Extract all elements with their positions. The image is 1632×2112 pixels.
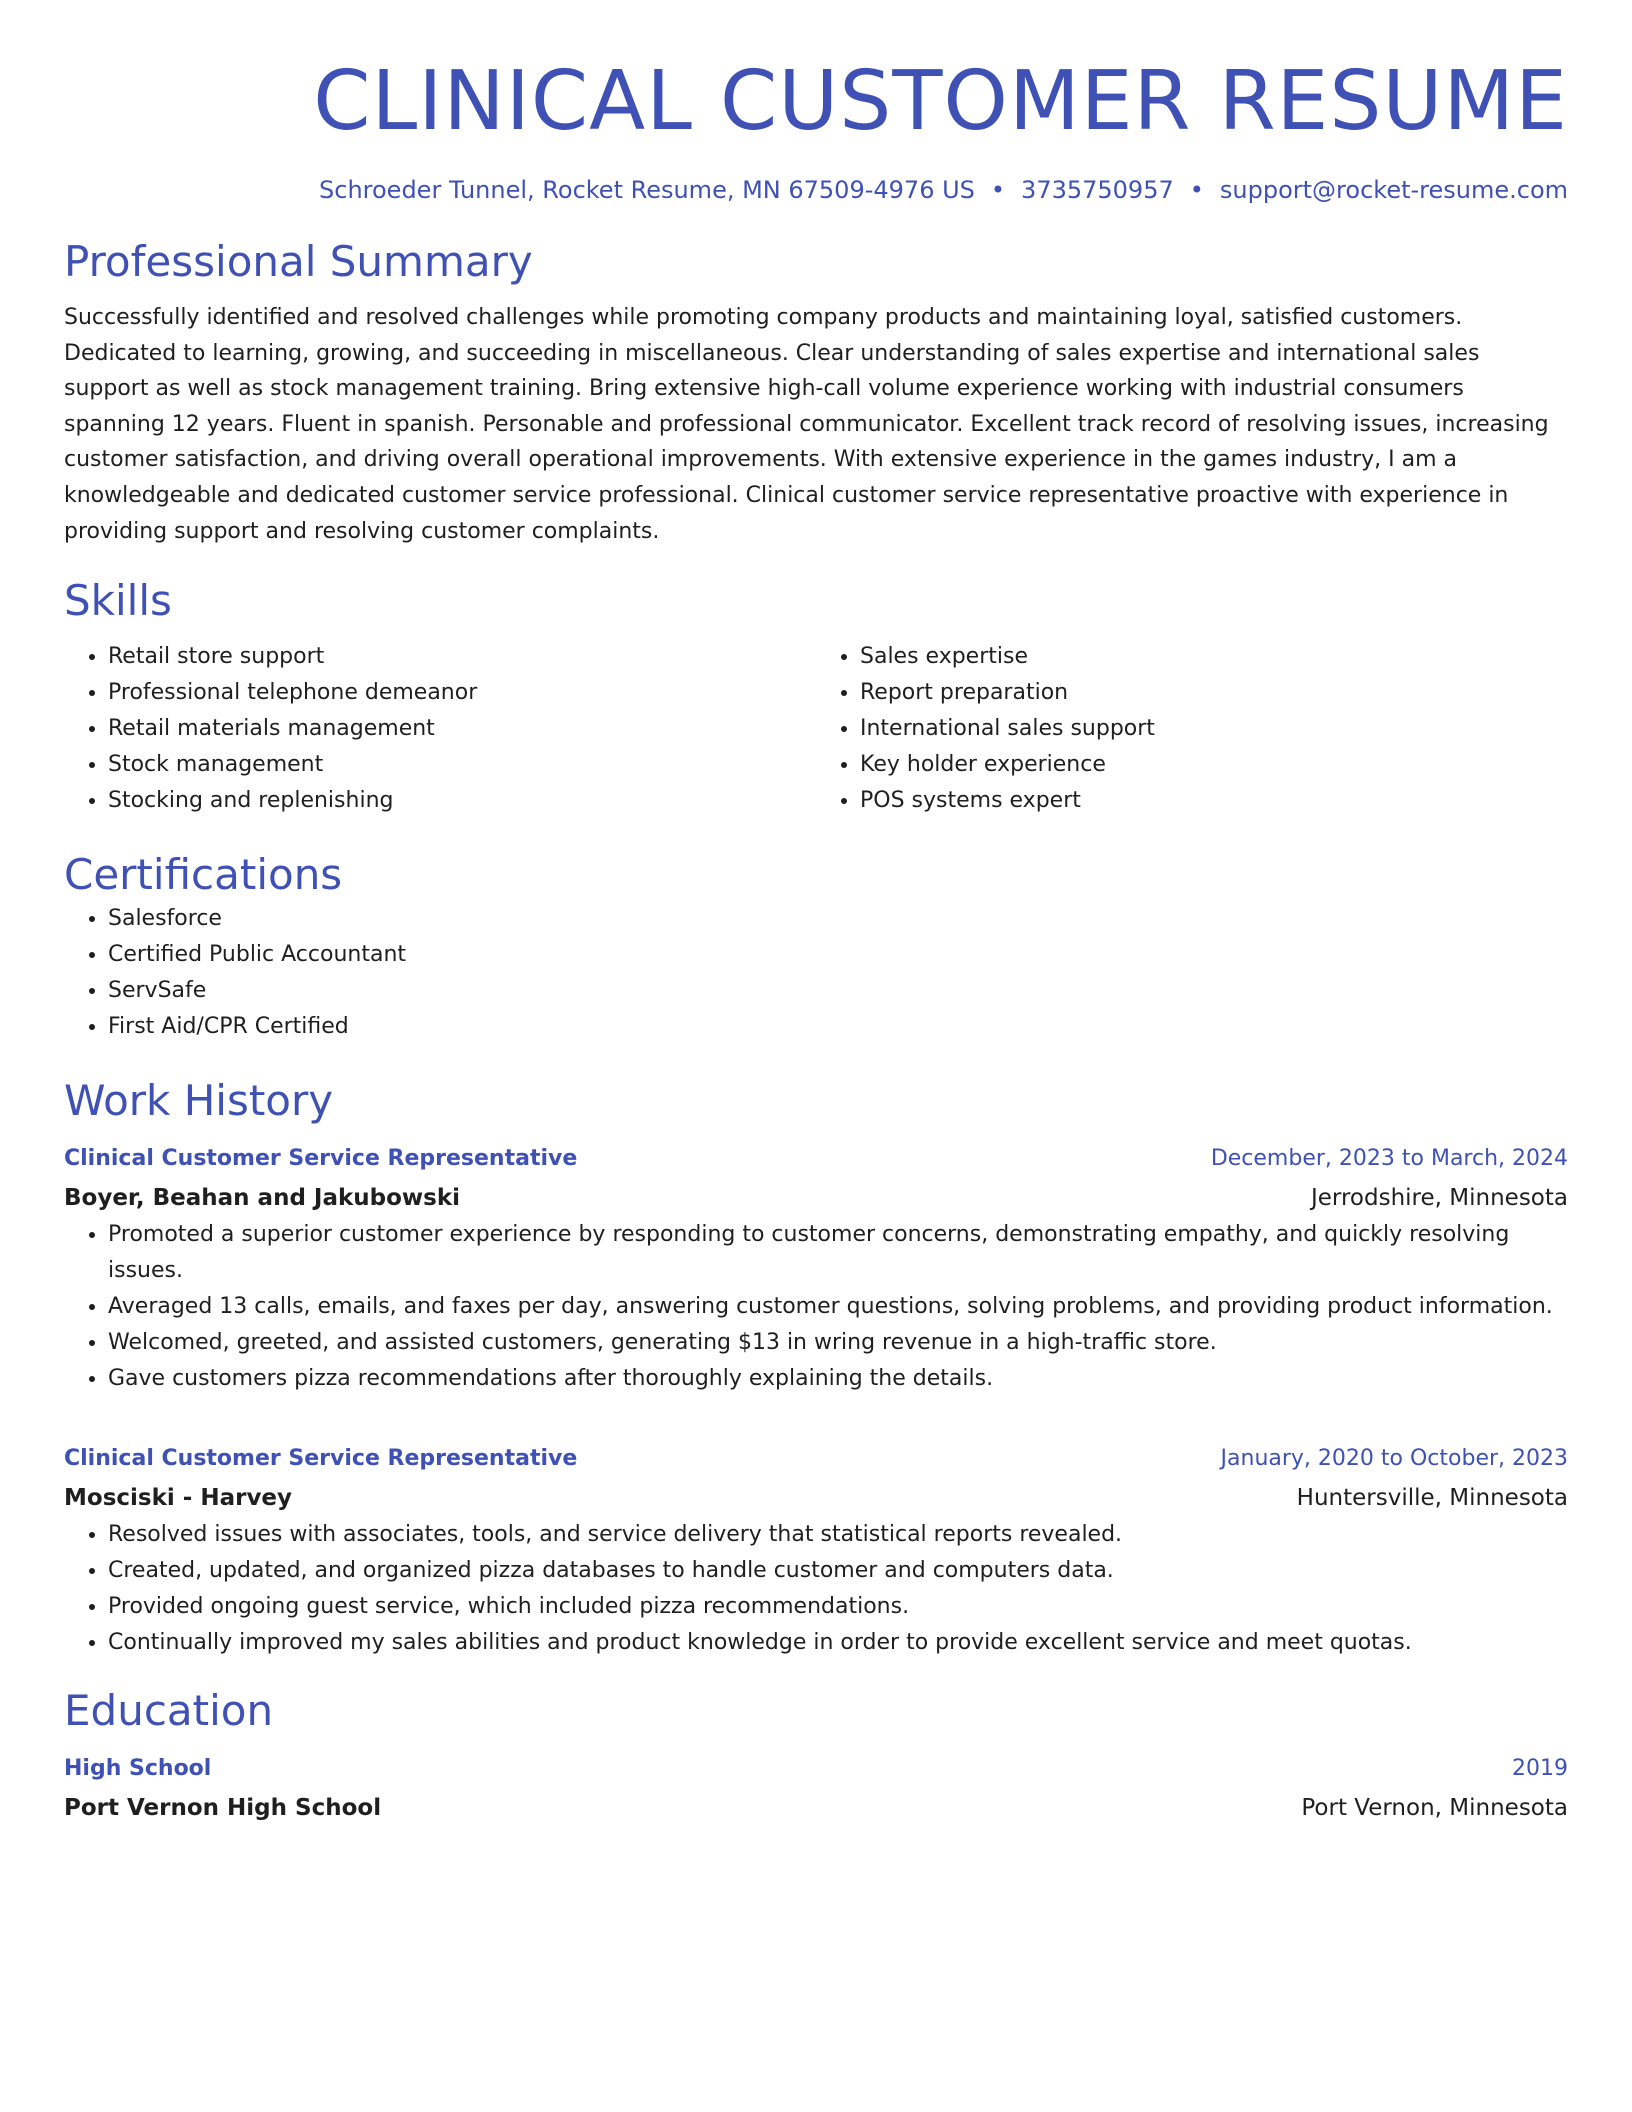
skill-item: • Stock management <box>108 747 816 783</box>
skill-item: • Sales expertise <box>860 639 1568 675</box>
job-title: Clinical Customer Service Representative <box>64 1446 578 1472</box>
job-company: Mosciski - Harvey <box>64 1485 293 1512</box>
certification-item: • First Aid/CPR Certified <box>108 1009 1568 1045</box>
education-degree-row <box>64 1749 1568 1789</box>
job-bullet: • Provided ongoing guest service, which included pizza recommendations. <box>108 1589 1568 1625</box>
skills-heading: Skills <box>64 576 172 626</box>
job-bullet: • Resolved issues with associates, tools, and service delivery that statistical reports revealed. <box>108 1517 1568 1553</box>
job-title-row <box>64 1139 1568 1179</box>
education-school-row <box>64 1789 1568 1827</box>
education-school: Port Vernon High School <box>64 1795 382 1822</box>
skill-item: • Stocking and replenishing <box>108 783 816 819</box>
skills-list-left <box>64 639 816 819</box>
job-title-row <box>64 1439 1568 1479</box>
skill-item: • International sales support <box>860 711 1568 747</box>
contact-email: support@rocket-resume.com <box>1219 176 1568 204</box>
certifications-list <box>64 901 1568 1045</box>
job-location: Jerrodshire, Minnesota <box>1311 1185 1568 1212</box>
education-degree: High School <box>64 1756 212 1782</box>
job-entry <box>64 1139 1568 1397</box>
skill-item: • POS systems expert <box>860 783 1568 819</box>
contact-line <box>64 174 1568 206</box>
job-company-row <box>64 1479 1568 1517</box>
summary-heading: Professional Summary <box>64 237 533 286</box>
work-history-heading: Work History <box>64 1076 334 1126</box>
resume-header <box>64 0 1568 206</box>
education-entry <box>64 1749 1568 1827</box>
contact-phone: 3735750957 <box>1021 176 1174 204</box>
job-dates: December, 2023 to March, 2024 <box>1210 1146 1568 1172</box>
contact-address: Schroeder Tunnel, Rocket Resume, MN 67509-4976 US <box>319 176 975 204</box>
contact-separator: • <box>1189 176 1204 204</box>
education-year: 2019 <box>1512 1756 1568 1782</box>
job-dates: January, 2020 to October, 2023 <box>1220 1446 1568 1472</box>
education-heading: Education <box>64 1686 274 1736</box>
skills-grid <box>64 639 1568 819</box>
skill-item: • Key holder experience <box>860 747 1568 783</box>
job-entry <box>64 1439 1568 1661</box>
job-bullet: • Created, updated, and organized pizza databases to handle customer and computers data. <box>108 1553 1568 1589</box>
skills-list-right <box>816 639 1568 819</box>
job-location: Huntersville, Minnesota <box>1296 1485 1568 1512</box>
skill-item: • Professional telephone demeanor <box>108 675 816 711</box>
job-bullet: • Gave customers pizza recommendations after thoroughly explaining the details. <box>108 1361 1568 1397</box>
summary-text: Successfully identified and resolved challenges while promoting company products and maintaining loyal, satisfied customers. Dedicated to learning, growing, and succeeding in miscellaneous. Clear understanding of sales expertise and international sales support as well as stock management training. Bring extensive high-call volume experience working with industrial consumers spanning 12 years. Fluent in spanish. Personable and professional communicator. Excellent track record of resolving issues, increasing customer satisfaction, and driving overall operational improvements. With extensive experience in the games industry, I am a knowledgeable and dedicated customer service professional. Clinical customer service representative proactive with experience in providing support and resolving customer complaints. <box>64 305 1549 544</box>
certifications-heading: Certifications <box>64 850 343 900</box>
job-company-row <box>64 1179 1568 1217</box>
certification-item: • ServSafe <box>108 973 1568 1009</box>
skill-item: • Report preparation <box>860 675 1568 711</box>
resume-name: CLINICAL CUSTOMER RESUME <box>313 54 1568 149</box>
job-title: Clinical Customer Service Representative <box>64 1146 578 1172</box>
job-bullet: • Welcomed, greeted, and assisted customers, generating $13 in wring revenue in a high-traffic store. <box>108 1325 1568 1361</box>
job-bullet: • Promoted a superior customer experience by responding to customer concerns, demonstrating empathy, and quickly resolving issues. <box>108 1217 1568 1289</box>
skill-item: • Retail store support <box>108 639 816 675</box>
job-bullet: • Continually improved my sales abilities and product knowledge in order to provide excellent service and meet quotas. <box>108 1625 1568 1661</box>
education-location: Port Vernon, Minnesota <box>1301 1795 1568 1822</box>
job-bullets <box>64 1517 1568 1661</box>
job-company: Boyer, Beahan and Jakubowski <box>64 1185 461 1212</box>
certification-item: • Salesforce <box>108 901 1568 937</box>
certification-item: • Certified Public Accountant <box>108 937 1568 973</box>
skill-item: • Retail materials management <box>108 711 816 747</box>
job-bullet: • Averaged 13 calls, emails, and faxes per day, answering customer questions, solving problems, and providing product information. <box>108 1289 1568 1325</box>
job-bullets <box>64 1217 1568 1397</box>
contact-separator: • <box>990 176 1006 204</box>
